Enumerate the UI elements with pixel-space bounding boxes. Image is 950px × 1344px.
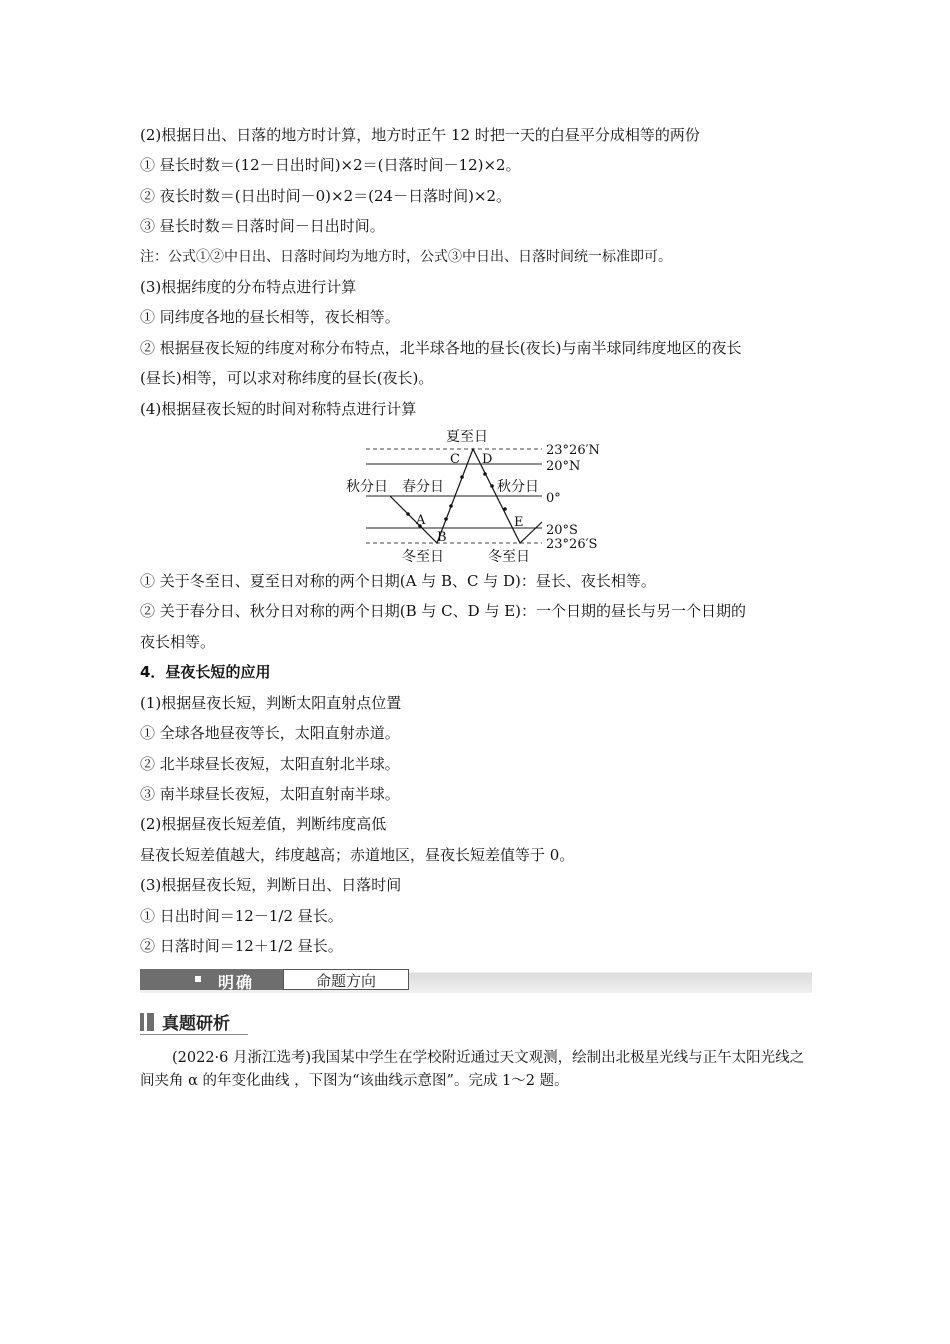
note-line: 注：公式①②中日出、日落时间均为地方时，公式③中日出、日落时间统一标准即可。 [140, 248, 672, 265]
text-line: ① 关于冬至日、夏至日对称的两个日期(A 与 B、C 与 D)：昼长、夜长相等。 [140, 572, 656, 591]
banner-dark-block [140, 969, 283, 990]
square-bullet-icon [195, 976, 201, 982]
text-line: ① 全球各地昼夜等长，太阳直射赤道。 [140, 724, 400, 743]
solar-declination-diagram [140, 424, 812, 566]
section-banner [140, 967, 812, 993]
text-line: ① 日出时间＝12－1/2 昼长。 [140, 906, 343, 925]
label-lat-2326n: 23°26′N [546, 443, 600, 459]
subheading-label: 真题研析 [162, 1014, 230, 1035]
label-winter-right: 冬至日 [488, 549, 530, 566]
label-point-c: C [450, 452, 460, 468]
text-line: 昼夜长短差值越大，纬度越高；赤道地区，昼夜长短差值等于 0。 [140, 845, 575, 864]
text-line: ② 北半球昼长夜短，太阳直射北半球。 [140, 754, 400, 773]
label-lat-0: 0° [546, 491, 561, 507]
subheading-underline [140, 1034, 248, 1035]
banner-label-primary: 明确 [218, 973, 255, 993]
text-line: (昼长)相等，可以求对称纬度的昼长(夜长)。 [140, 369, 434, 388]
text-line: ② 夜长时数＝(日出时间－0)×2＝(24－日落时间)×2。 [140, 186, 512, 205]
label-lat-20s: 20°S [546, 523, 578, 539]
text-line: ③ 昼长时数＝日落时间－日出时间。 [140, 217, 385, 236]
text-line: (3)根据昼夜长短，判断日出、日落时间 [140, 876, 402, 895]
label-point-e: E [514, 515, 524, 531]
banner-box [283, 969, 409, 990]
label-spring: 春分日 [402, 479, 444, 496]
bar-marker-icon [140, 1013, 154, 1031]
label-point-b: B [437, 530, 447, 546]
text-line: ② 日落时间＝12＋1/2 昼长。 [140, 936, 343, 955]
text-line: ③ 南半球昼长夜短，太阳直射南半球。 [140, 784, 400, 803]
path-dot [503, 507, 507, 511]
path-dot [406, 512, 410, 516]
path-dot [444, 517, 448, 521]
label-summer: 夏至日 [446, 429, 488, 446]
label-lat-20n: 20°N [546, 459, 581, 475]
text-line: (4)根据昼夜长短的时间对称特点进行计算 [140, 399, 417, 418]
label-autumn-right: 秋分日 [497, 479, 539, 496]
text-line: (3)根据纬度的分布特点进行计算 [140, 278, 357, 297]
path-dot [449, 504, 453, 508]
path-dot [490, 484, 494, 488]
section-heading: 4．昼夜长短的应用 [140, 663, 271, 682]
label-point-a: A [416, 513, 426, 529]
text-line: ② 关于春分日、秋分日对称的两个日期(B 与 C、D 与 E)：一个日期的昼长与另一个日期的 [140, 602, 747, 621]
label-autumn-left: 秋分日 [346, 479, 388, 496]
document-page [140, 120, 812, 1093]
path-dot [483, 472, 487, 476]
text-line: ① 同纬度各地的昼长相等，夜长相等。 [140, 308, 400, 327]
text-line: ② 根据昼夜长短的纬度对称分布特点，北半球各地的昼长(夜长)与南半球同纬度地区的夜长 [140, 338, 742, 357]
text-line: 夜长相等。 [140, 632, 216, 651]
label-point-d: D [482, 452, 493, 468]
label-lat-2326s: 23°26′S [546, 537, 598, 553]
text-line: ① 昼长时数＝(12－日出时间)×2＝(日落时间－12)×2。 [140, 156, 521, 175]
text-line: (1)根据昼夜长短，判断太阳直射点位置 [140, 693, 402, 712]
banner-label-secondary: 命题方向 [315, 972, 376, 991]
text-line: (2)根据昼夜长短差值，判断纬度高低 [140, 815, 387, 834]
text-line: (2)根据日出、日落的地方时计算，地方时正午 12 时把一天的白昼平分成相等的两份 [140, 126, 700, 144]
path-dot [460, 475, 464, 479]
label-winter-left: 冬至日 [402, 549, 444, 566]
subheading [140, 1009, 812, 1035]
question-paragraph: (2022·6 月浙江选考)我国某中学生在学校附近通过天文观测，绘制出北极星光线与正午太阳光线之间夹角 α 的年变化曲线 ，下图为“该曲线示意图”。完成 1～2 题。 [140, 1050, 805, 1090]
